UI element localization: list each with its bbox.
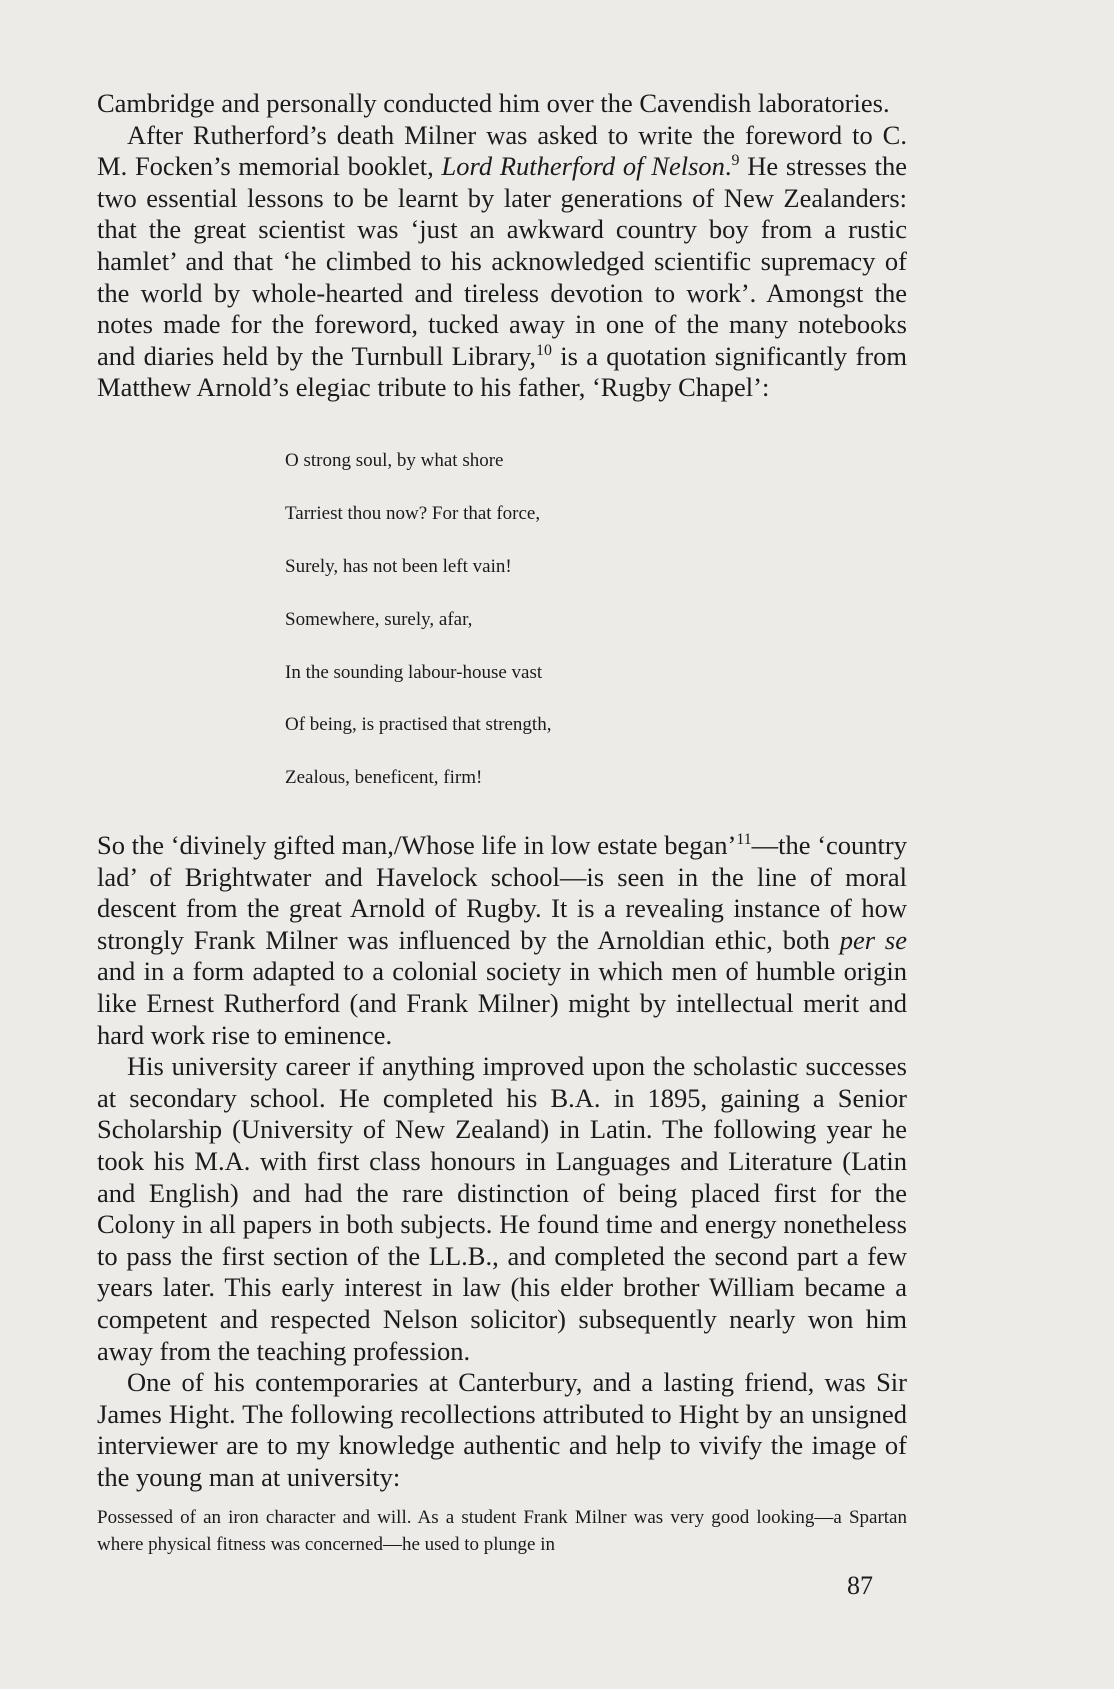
footnote-ref-10: 10	[536, 341, 552, 359]
paragraph-3	[97, 830, 907, 1051]
paragraph-3-part-a: So the ‘divinely gifted man,/Whose life in low estate began’	[97, 830, 737, 861]
verse-quotation	[285, 422, 907, 818]
paragraph-5-text: One of his contemporaries at Canterbury, and a lasting friend, was Sir James Hight. The following recollections attributed to Hight by an unsigned interviewer are to my knowledge authentic and help to vivify the image of the young man at university:	[97, 1367, 907, 1492]
block-quotation-text: Possessed of an iron character and will. As a student Frank Milner was very good looking—a Spartan where physical fitness was concerned—he used to plunge in	[97, 1506, 907, 1555]
paragraph-2-part-c: He stresses the two essential lessons to be learnt by later generations of New Zealanders: that the great scientist was ‘just an awkward country boy from a rustic hamlet’ and that ‘he climbed to his acknowledged scientific supremacy of the world by whole-hearted and tireless devotion to work’. Amongst the notes made for the foreword, tucked away in one of the many notebooks and diaries held by the Turnbull Library,	[97, 151, 907, 371]
verse-line: Tarriest thou now? For that force,	[285, 503, 541, 525]
paragraph-4	[97, 1051, 907, 1367]
verse-line: O strong soul, by what shore	[285, 450, 504, 472]
verse-line: In the sounding labour-house vast	[285, 661, 543, 683]
verse-line: Of being, is practised that strength,	[285, 714, 552, 736]
page-number: 87	[847, 1571, 873, 1600]
footnote-ref-11: 11	[736, 831, 752, 849]
paragraph-1-text: Cambridge and personally conducted him over the Cavendish laboratories.	[97, 88, 890, 118]
book-title: Lord Rutherford of Nelson	[441, 151, 725, 182]
paragraph-2-part-d: is a quotation significantly from Matthew Arnold’s elegiac tribute to his father, ‘Rugby Chapel’:	[97, 340, 907, 403]
paragraph-3-part-c: and in a form adapted to a colonial society in which men of humble origin like Ernest Rutherford (and Frank Milner) might by intellectual merit and hard work rise to eminence.	[97, 956, 907, 1050]
page-body	[97, 88, 907, 1558]
paragraph-2-part-a: After Rutherford’s death Milner was asked to write the foreword to C. M. Focken’s memorial booklet,	[97, 119, 907, 182]
paragraph-1	[97, 88, 907, 120]
paragraph-2-part-b: .	[724, 151, 732, 182]
paragraph-4-text: His university career if anything improved upon the scholastic successes at secondary school. He completed his B.A. in 1895, gaining a Senior Scholarship (University of New Zealand) in Latin. The following year he took his M.A. with first class honours in Languages and Literature (Latin and English) and had the rare distinction of being placed first for the Colony in all papers in both subjects. He found time and energy nonetheless to pass the first section of the LL.B., and completed the second part a few years later. This early interest in law (his elder brother William became a competent and respected Nelson solicitor) subsequently nearly won him away from the teaching profession.	[97, 1051, 907, 1366]
verse-line: Zealous, beneficent, firm!	[285, 767, 483, 789]
verse-line: Surely, has not been left vain!	[285, 555, 512, 577]
latin-phrase: per se	[839, 924, 907, 955]
footnote-ref-9: 9	[731, 152, 740, 170]
paragraph-3-part-b: —the ‘country lad’ of Brightwater and Havelock school—is seen in the line of moral descent from the great Arnold of Rugby. It is a revealing instance of how strongly Frank Milner was influenced by the Arnoldian ethic, both	[97, 830, 907, 955]
paragraph-5	[97, 1367, 907, 1493]
verse-line: Somewhere, surely, afar,	[285, 608, 473, 630]
block-quotation	[97, 1504, 907, 1558]
paragraph-2	[97, 120, 907, 404]
